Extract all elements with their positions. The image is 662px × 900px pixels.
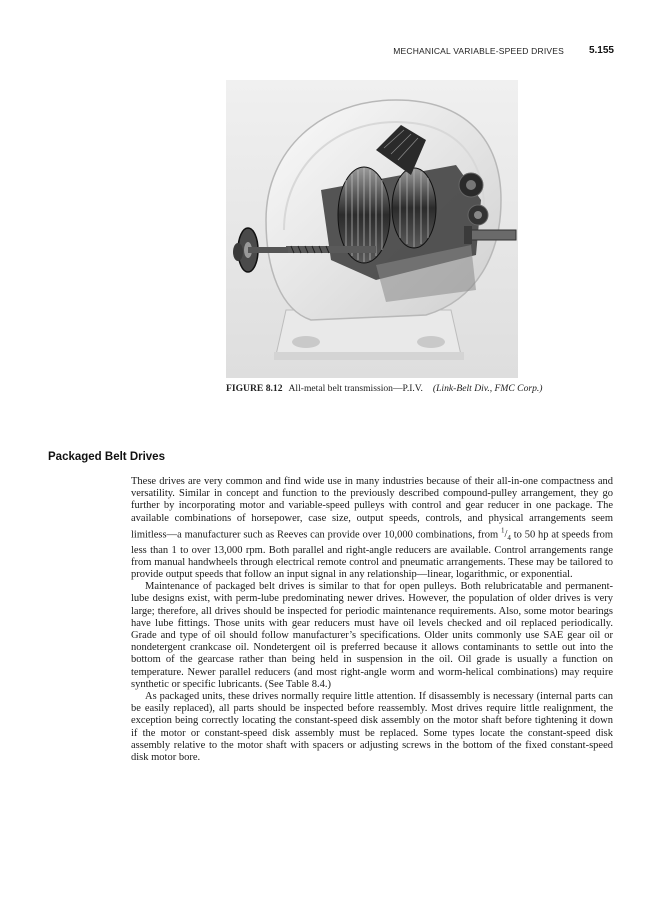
figure-credit: (Link-Belt Div., FMC Corp.) (432, 383, 543, 394)
paragraph-1-part-a: These drives are very common and find wide use in many industries because of their all-in-one compactness and versatility. Similar in concept and function to the previously described compound-pulley arrangement, they go further by incorporating motor and variable-speed pulleys with control and gear reducer in one package. The available combinations of horsepower, case size, output speeds, controls, and physical arrangements seem limitless—a manufacturer such as Reeves can provide over 10,000 combinations, from (131, 476, 613, 541)
figure-image (226, 80, 518, 378)
fraction-numerator: 1 (500, 526, 505, 535)
paragraph-1 (131, 476, 613, 581)
page-number: 5.155 (588, 45, 614, 56)
figure-label: FIGURE 8.12 (226, 383, 283, 394)
figure-caption-text: All-metal belt transmission—P.I.V. (288, 383, 423, 394)
section-heading: Packaged Belt Drives (48, 451, 165, 463)
page-header (0, 46, 662, 60)
belt-transmission-photo-icon (226, 80, 518, 378)
paragraph-3: As packaged units, these drives normally require little attention. If disassembly is necessary (internal parts can be easily replaced), all parts should be inspected before reassembly. Most drives require little realignment, the exception being correctly locating the constant-speed disk assembly on the motor shaft before tightening it down if the motor or constant-speed disk assembly must be replaced. Some types locate the constant-speed disk assembly relative to the motor shaft with spacers or adjusting screws in the bottom of the fixed constant-speed disk motor bore. (131, 691, 613, 764)
running-title: MECHANICAL VARIABLE-SPEED DRIVES (393, 46, 564, 56)
paragraph-2: Maintenance of packaged belt drives is similar to that for open pulleys. Both relubricatable and permanent-lube designs exist, with perm-lube predominating newer drives. However, the population of older drives is very large; therefore, all drives should be inspected for periodic maintenance requirements. Also, some motor bearings have lube fittings. Those units with gear reducers must have oil levels checked and oil replaced periodically. Grade and type of oil should follow manufacturer’s specifications. Older units commonly use SAE gear oil or nondetergent crankcase oil. Nondetergent oil is preferred because it allows contaminants to settle out into the bottom of the gearcase rather than being held in suspension in the oil. Oil grade is usually a function on temperature. Newer parallel reducers (and most right-angle worm and worm-helical combinations) may require synthetic or specific lubricants. (See Table 8.4.) (131, 581, 613, 690)
fraction-denominator: 4 (507, 534, 511, 543)
body-text (131, 476, 613, 764)
figure-caption (226, 383, 546, 395)
paragraph-1-part-b: to 50 hp at speeds from less than 1 to over 13,000 rpm. Both parallel and right-angle reducers are available. Control arrangements range from manual handwheels through electrical remote control and pneumatic arrangements. These may be tailored to provide output speeds that follow an input signal in any relationship—linear, logarithmic, or exponential. (131, 529, 614, 581)
fraction-one-quarter: $^1/_4$ (500, 526, 511, 543)
